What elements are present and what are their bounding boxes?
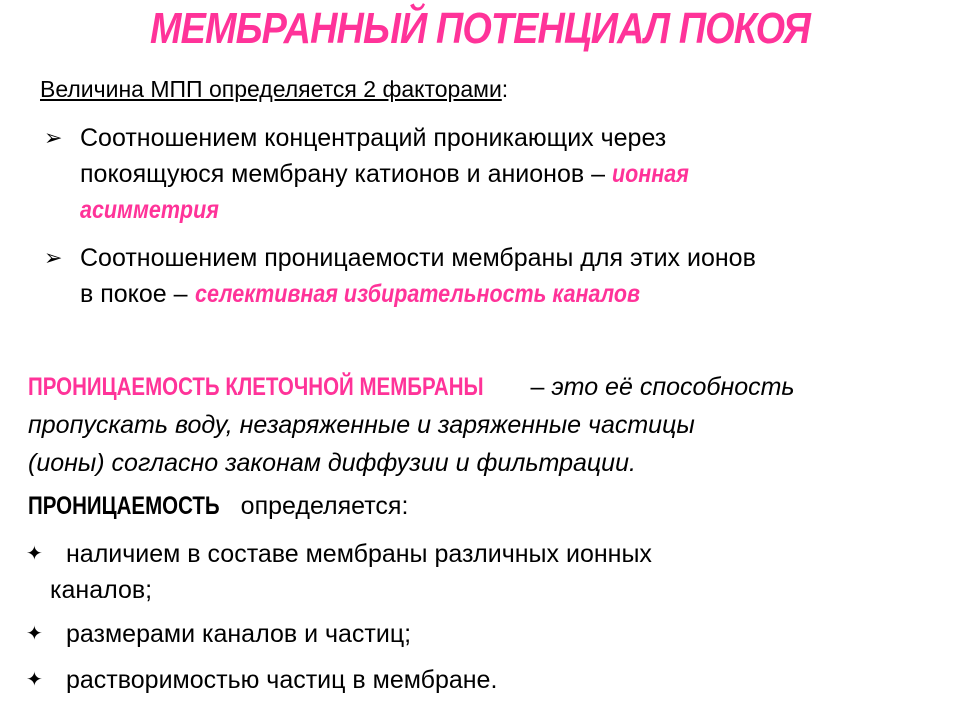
slide-title: МЕМБРАННЫЙ ПОТЕНЦИАЛ ПОКОЯ bbox=[149, 4, 811, 53]
condition-3-line-1: растворимостью частиц в мембране. bbox=[66, 666, 498, 694]
factor-1-line-1: Соотношением концентраций проникающих через bbox=[80, 124, 667, 152]
condition-item-2 bbox=[26, 616, 411, 652]
factor-item-2 bbox=[44, 240, 756, 312]
arrowhead-bullet-icon: ➢ bbox=[44, 125, 63, 150]
factor-item-1 bbox=[44, 120, 701, 228]
condition-2-line-1: размерами каналов и частиц; bbox=[66, 620, 412, 648]
factor-2-line-1: Соотношением проницаемости мембраны для этих ионов bbox=[80, 244, 756, 272]
four-point-star-icon: ✦ bbox=[26, 543, 43, 565]
factor-1-emphasis: ионная bbox=[611, 160, 689, 188]
intro-suffix: : bbox=[501, 76, 509, 102]
permeability-line-1-rest: это её способность bbox=[551, 373, 795, 401]
permeability-line-1 bbox=[28, 368, 795, 406]
determined-term: ПРОНИЦАЕМОСТЬ bbox=[28, 492, 220, 520]
determined-rest: определяется: bbox=[240, 492, 409, 520]
factor-2-line-2 bbox=[44, 276, 756, 312]
four-point-star-icon: ✦ bbox=[26, 623, 43, 645]
condition-1-line-2: каналов; bbox=[50, 576, 153, 604]
permeability-definition bbox=[28, 368, 795, 482]
permeability-line-3: (ионы) согласно законам диффузии и фильтрации. bbox=[28, 449, 636, 477]
condition-item-3 bbox=[26, 662, 497, 698]
condition-1-line-1: наличием в составе мембраны различных ионных bbox=[66, 540, 652, 568]
arrowhead-bullet-icon: ➢ bbox=[44, 245, 63, 270]
factor-1-line-3 bbox=[44, 192, 701, 228]
intro-underlined-text: Величина МПП определяется 2 факторами bbox=[40, 76, 502, 102]
condition-item-1 bbox=[26, 536, 652, 608]
intro-line bbox=[40, 76, 508, 103]
factor-1-line-2 bbox=[44, 156, 701, 192]
factor-1-emphasis-cont: асимметрия bbox=[80, 196, 219, 224]
factor-1-line-2-text: покоящуюся мембрану катионов и анионов – bbox=[80, 160, 612, 188]
factor-2-line-2-text: в покое – bbox=[80, 280, 195, 308]
permeability-determined bbox=[28, 492, 408, 521]
four-point-star-icon: ✦ bbox=[26, 669, 43, 691]
permeability-term: ПРОНИЦАЕМОСТЬ КЛЕТОЧНОЙ МЕМБРАНЫ bbox=[28, 373, 484, 401]
permeability-line-2: пропускать воду, незаряженные и заряженные частицы bbox=[28, 411, 695, 439]
factor-2-emphasis: селективная избирательность каналов bbox=[194, 280, 640, 308]
permeability-dash: – bbox=[523, 373, 552, 401]
